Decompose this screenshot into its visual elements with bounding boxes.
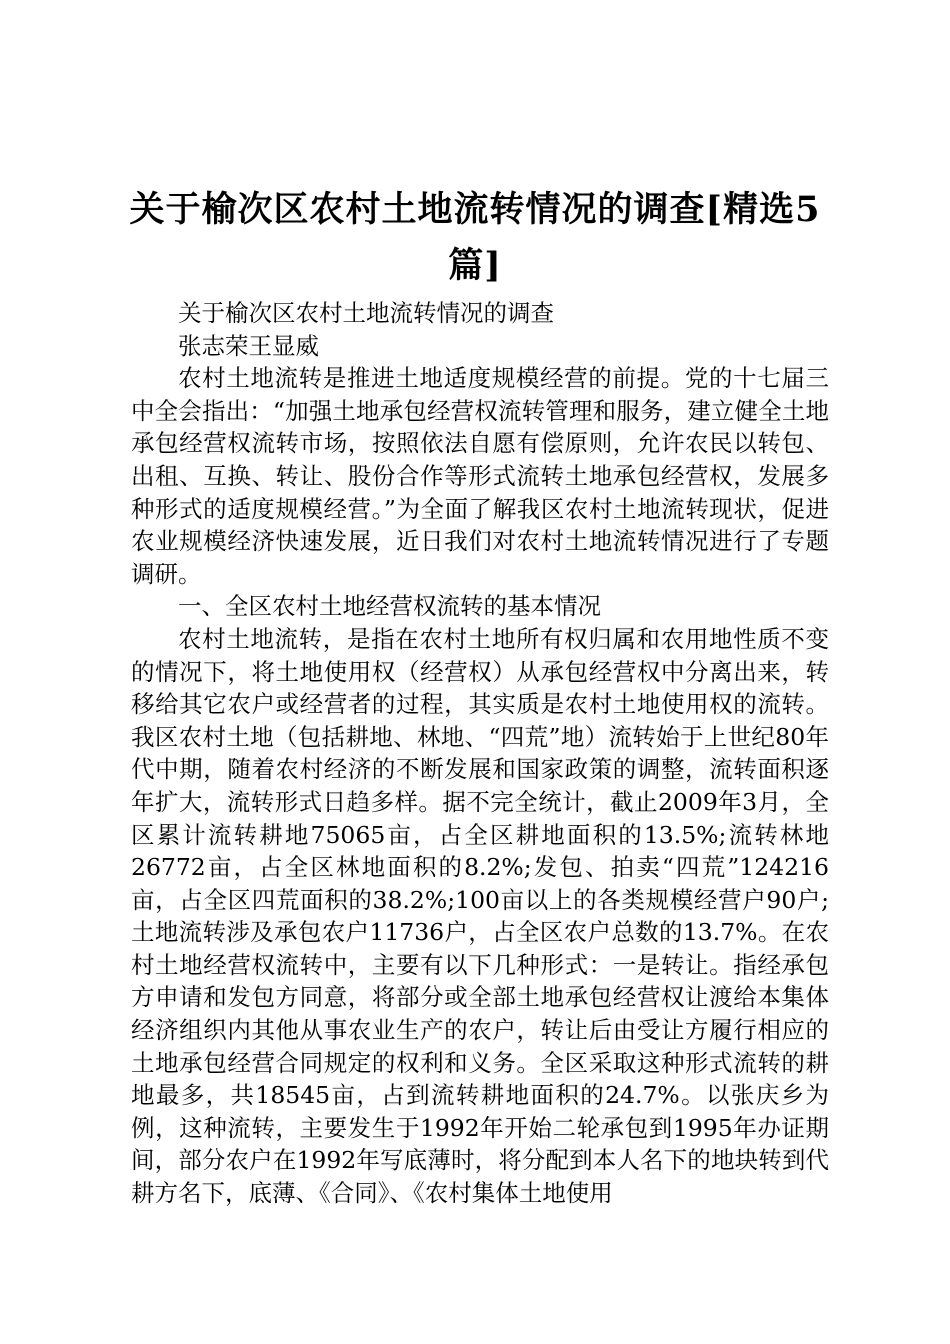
author-paragraph: 张志荣王显威 [178, 331, 319, 360]
body-paragraph: 农村土地流转，是指在农村土地所有权归属和农用地性质不变的情况下，将土地使用权（经营权）从承包经营权中分离出来，转移给其它农户或经营者的过程，其实质是农村土地使用权的流转。我区农村土地（包括耕地、林地、“四荒”地）流转始于上世纪80年代中期，随着农村经济的不断发展和国家政策的调整，流转面积逐年扩大，流转形式日趋多样。据不完全统计，截止2009年3月，全区累计流转耕地75065亩，占全区耕地面积的13.5%;流转林地26772亩，占全区林地面积的8.2%;发包、拍卖“四荒”124216亩，占全区四荒面积的38.2%;100亩以上的各类规模经营户90户;土地流转涉及承包农户11736户，占全区农户总数的13.7%。在农村土地经营权流转中，主要有以下几种形式：一是转让。指经承包方申请和发包方同意，将部分或全部土地承包经营权让渡给本集体经济组织内其他从事农业生产的农户，转让后由受让方履行相应的土地承包经营合同规定的权利和义务。全区采取这种形式流转的耕地最多，共18545亩，占到流转耕地面积的24.7%。以张庆乡为例，这种流转，主要发生于1992年开始二轮承包到1995年办证期间，部分农户在1992年写底薄时，将分配到本人名下的地块转到代耕方名下，底薄、《合同》、《农村集体土地使用 [131, 624, 829, 1208]
section-heading: 一、全区农村土地经营权流转的基本情况 [178, 592, 601, 621]
document-title: 关于榆次区农村土地流转情况的调查[精选5篇] [129, 189, 821, 286]
document-body [131, 297, 829, 1210]
intro-paragraph: 农村土地流转是推进土地适度规模经营的前提。党的十七届三中全会指出：“加强土地承包经营权流转管理和服务，建立健全土地承包经营权流转市场，按照依法自愿有偿原则，允许农民以转包、出租、互换、转让、股份合作等形式流转土地承包经营权，发展多种形式的适度规模经营。”为全面了解我区农村土地流转现状，促进农业规模经济快速发展，近日我们对农村土地流转情况进行了专题调研。 [131, 364, 829, 588]
subtitle-paragraph: 关于榆次区农村土地流转情况的调查 [178, 299, 554, 327]
